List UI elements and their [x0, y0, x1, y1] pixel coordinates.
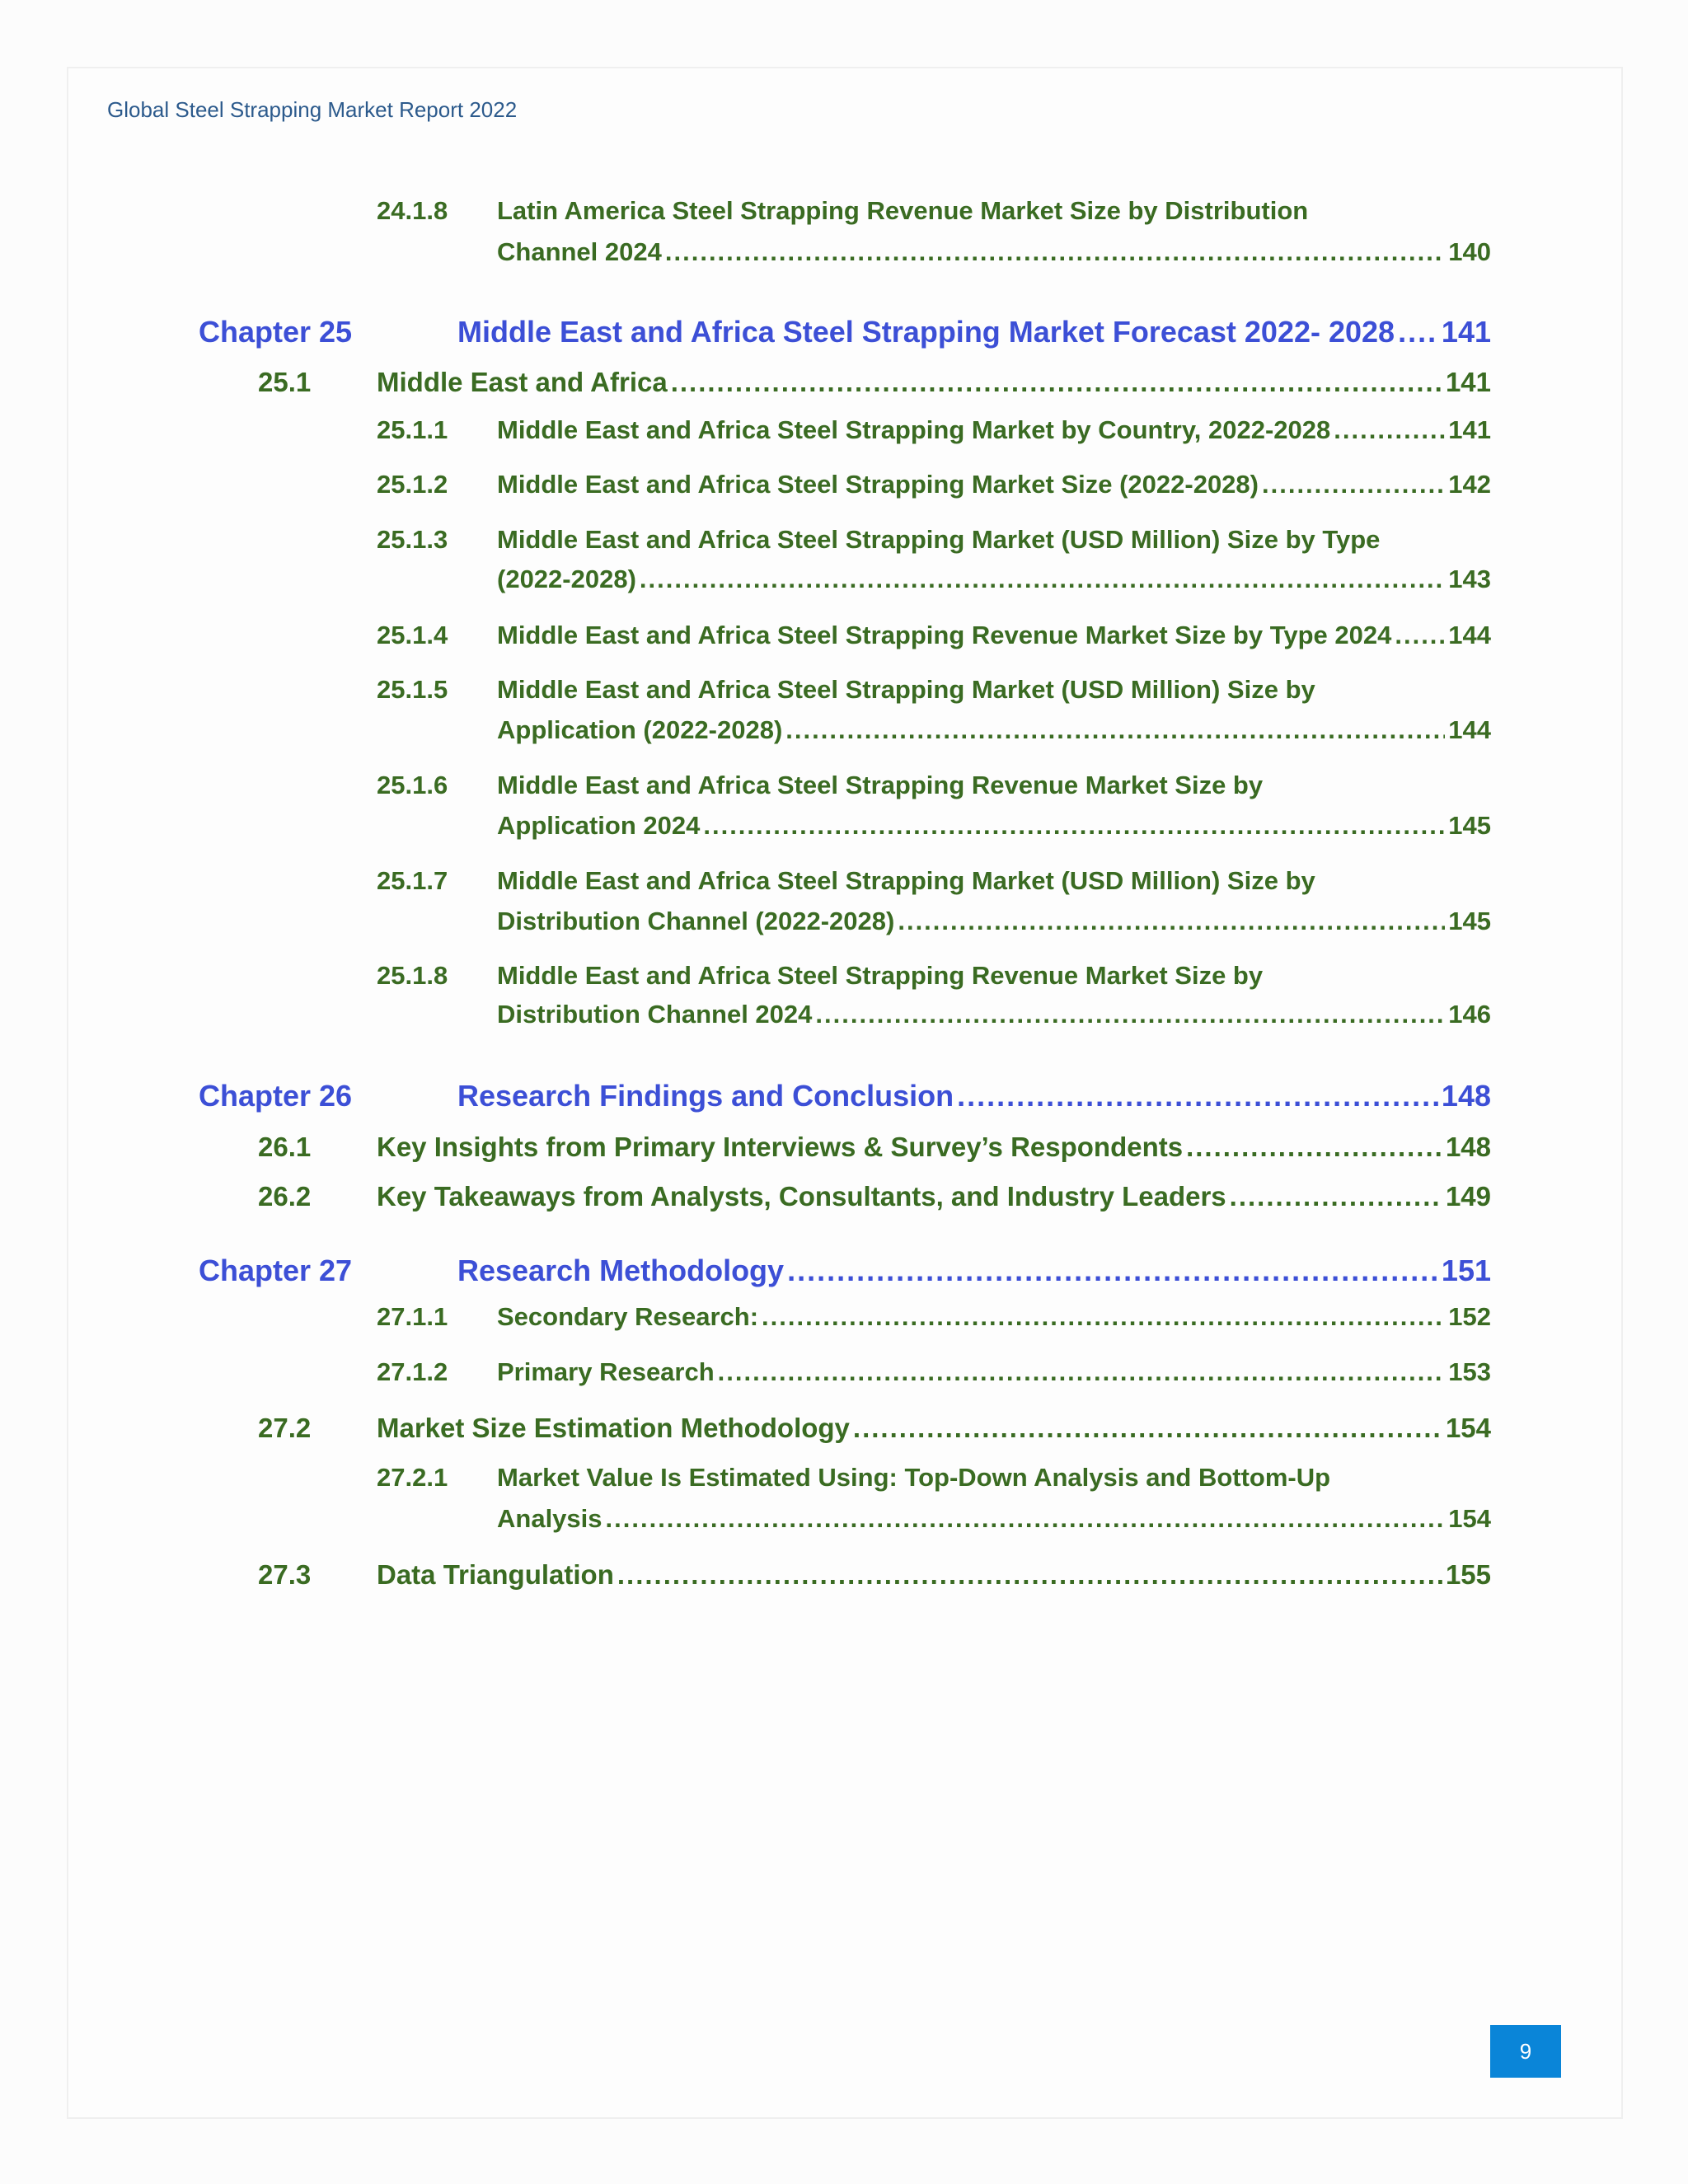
- toc-entry-title: Middle East and Africa Steel Strapping Market Size (2022-2028): [497, 470, 1259, 499]
- toc-leader-dots: [665, 237, 1445, 267]
- toc-entry-link[interactable]: [497, 470, 1491, 499]
- toc-leader-dots: [762, 1302, 1445, 1332]
- toc-entry-link[interactable]: [497, 1302, 1491, 1332]
- toc-entry-title: Application 2024: [497, 811, 701, 840]
- toc-entry-number: 25.1.7: [377, 866, 448, 895]
- toc-entry-number: 25.1.3: [377, 525, 448, 554]
- toc-page-number: 145: [1448, 811, 1491, 840]
- toc-entry-title: Distribution Channel (2022-2028): [497, 907, 895, 935]
- toc-entry-number: 27.1.1: [377, 1302, 448, 1331]
- toc-leader-dots: [785, 715, 1445, 745]
- toc-chapter-number: Chapter 26: [199, 1079, 353, 1113]
- toc-entry-number: 25.1.1: [377, 415, 448, 444]
- toc-entry-title: (2022-2028): [497, 565, 636, 593]
- toc-entry-title: Latin America Steel Strapping Revenue Market Size by Distribution: [497, 196, 1309, 225]
- toc-entry-link[interactable]: [497, 811, 1491, 841]
- toc-entry-title: Key Takeaways from Analysts, Consultants, and Industry Leaders: [377, 1181, 1226, 1212]
- toc-entry-title: Secondary Research:: [497, 1302, 759, 1331]
- toc-entry-number: 25.1.5: [377, 675, 448, 704]
- toc-page-number: 155: [1445, 1559, 1491, 1590]
- toc-entry-link[interactable]: [497, 525, 1380, 555]
- toc-page-number: 141: [1441, 315, 1491, 349]
- toc-page-number: 154: [1448, 1504, 1491, 1533]
- toc-entry-number: 26.1: [258, 1132, 312, 1162]
- toc-entry-link[interactable]: [377, 367, 1491, 398]
- toc-entry-link[interactable]: [497, 1357, 1491, 1387]
- toc-entry-title: Middle East and Africa Steel Strapping Market by Country, 2022-2028: [497, 415, 1331, 444]
- toc-leader-dots: [1230, 1181, 1442, 1212]
- toc-entry-link[interactable]: [497, 621, 1491, 650]
- toc-entry-number: 27.2: [258, 1413, 312, 1443]
- toc-entry-number: 27.3: [258, 1559, 312, 1590]
- toc-entry-number: 25.1.4: [377, 621, 448, 649]
- toc-page-number: 144: [1448, 715, 1491, 744]
- toc-entry-link[interactable]: [497, 1504, 1491, 1534]
- toc-leader-dots: [671, 367, 1442, 398]
- toc-entry-link[interactable]: [497, 866, 1315, 896]
- toc-leader-dots: [853, 1413, 1442, 1444]
- toc-entry-title: Distribution Channel 2024: [497, 1000, 813, 1029]
- toc-entry-number: 25.1.6: [377, 771, 448, 799]
- toc-leader-dots: [898, 907, 1445, 936]
- toc-entry-link[interactable]: [497, 237, 1491, 267]
- toc-entry-title: Middle East and Africa Steel Strapping Revenue Market Size by: [497, 771, 1264, 799]
- toc-leader-dots: [606, 1504, 1446, 1534]
- toc-entry-title: Research Findings and Conclusion: [457, 1079, 954, 1113]
- toc-entry-link[interactable]: [377, 1181, 1491, 1212]
- toc-leader-dots: [1186, 1132, 1442, 1163]
- toc-entry-number: 27.2.1: [377, 1463, 448, 1492]
- toc-page-number: 149: [1445, 1181, 1491, 1212]
- toc-entry-title: Key Insights from Primary Interviews & Survey’s Respondents: [377, 1132, 1184, 1162]
- toc-leader-dots: [703, 811, 1445, 841]
- toc-page-number: 146: [1448, 1000, 1491, 1029]
- toc-entry-title: Research Methodology: [457, 1254, 785, 1287]
- toc-entry-title: Middle East and Africa Steel Strapping Revenue Market Size by: [497, 961, 1264, 990]
- toc-page-number: 154: [1445, 1413, 1491, 1443]
- toc-entry-link[interactable]: [497, 1000, 1491, 1029]
- toc-entry-title: Middle East and Africa Steel Strapping Market (USD Million) Size by: [497, 866, 1315, 895]
- toc-entry-title: Data Triangulation: [377, 1559, 614, 1590]
- toc-leader-dots: [718, 1357, 1446, 1387]
- toc-page-number: 143: [1448, 565, 1491, 593]
- toc-page-number: 148: [1445, 1132, 1491, 1162]
- toc-chapter-link[interactable]: [457, 315, 1491, 349]
- toc-page-number: 144: [1448, 621, 1491, 649]
- toc-leader-dots: [815, 1000, 1445, 1029]
- toc-entry-link[interactable]: [497, 715, 1491, 745]
- toc-page-number: 145: [1448, 907, 1491, 935]
- toc-leader-dots: [1398, 315, 1438, 349]
- toc-chapter-number: Chapter 25: [199, 315, 353, 349]
- toc-leader-dots: [1262, 470, 1445, 499]
- toc-leader-dots: [617, 1559, 1442, 1591]
- toc-entry-title: Market Value Is Estimated Using: Top-Down Analysis and Bottom-Up: [497, 1463, 1331, 1492]
- toc-entry-title: Middle East and Africa Steel Strapping Revenue Market Size by Type 2024: [497, 621, 1392, 649]
- toc-page-number: 148: [1441, 1079, 1491, 1113]
- toc-entry-link[interactable]: [497, 675, 1315, 705]
- toc-entry-title: Application (2022-2028): [497, 715, 783, 744]
- toc-entry-number: 25.1: [258, 367, 312, 397]
- toc-entry-link[interactable]: [377, 1132, 1491, 1163]
- toc-chapter-link[interactable]: [457, 1254, 1491, 1288]
- toc-entry-title: Middle East and Africa Steel Strapping Market (USD Million) Size by: [497, 675, 1315, 704]
- toc-entry-number: 27.1.2: [377, 1357, 448, 1386]
- toc-leader-dots: [957, 1079, 1438, 1113]
- toc-entry-link[interactable]: [377, 1413, 1491, 1444]
- toc-leader-dots: [1334, 415, 1445, 445]
- toc-leader-dots: [787, 1254, 1438, 1288]
- toc-chapter-number: Chapter 27: [199, 1254, 353, 1287]
- toc-page-number: 140: [1448, 237, 1491, 266]
- toc-page-number: 152: [1448, 1302, 1491, 1331]
- toc-entry-link[interactable]: [497, 907, 1491, 936]
- toc-entry-title: Analysis: [497, 1504, 603, 1533]
- toc-entry-title: Middle East and Africa Steel Strapping Market (USD Million) Size by Type: [497, 525, 1381, 554]
- running-header: Global Steel Strapping Market Report 2022: [107, 97, 518, 122]
- toc-leader-dots: [640, 565, 1445, 594]
- toc-leader-dots: [1395, 621, 1445, 650]
- toc-entry-number: 26.2: [258, 1181, 312, 1212]
- toc-entry-link[interactable]: [497, 196, 1308, 226]
- toc-entry-title: Primary Research: [497, 1357, 715, 1386]
- toc-page-number: 141: [1445, 367, 1491, 397]
- toc-page-number: 142: [1448, 470, 1491, 499]
- toc-entry-link[interactable]: [497, 961, 1263, 991]
- toc-page-number: 153: [1448, 1357, 1491, 1386]
- toc-entry-link[interactable]: [497, 565, 1491, 594]
- toc-entry-link[interactable]: [497, 771, 1263, 800]
- toc-entry-link[interactable]: [497, 415, 1491, 445]
- toc-entry-number: 25.1.2: [377, 470, 448, 499]
- toc-chapter-link[interactable]: [457, 1079, 1491, 1113]
- page-number-badge: 9: [1490, 2025, 1561, 2078]
- toc-entry-title: Market Size Estimation Methodology: [377, 1413, 850, 1443]
- toc-entry-link[interactable]: [497, 1463, 1330, 1493]
- toc-page-number: 141: [1448, 415, 1491, 444]
- toc-entry-number: 25.1.8: [377, 961, 448, 990]
- toc-page-number: 151: [1441, 1254, 1491, 1287]
- toc-entry-number: 24.1.8: [377, 196, 448, 225]
- toc-entry-title: Middle East and Africa: [377, 367, 668, 397]
- toc-entry-link[interactable]: [377, 1559, 1491, 1591]
- toc-entry-title: Middle East and Africa Steel Strapping Market Forecast 2022- 2028: [457, 315, 1395, 349]
- toc-entry-title: Channel 2024: [497, 237, 662, 266]
